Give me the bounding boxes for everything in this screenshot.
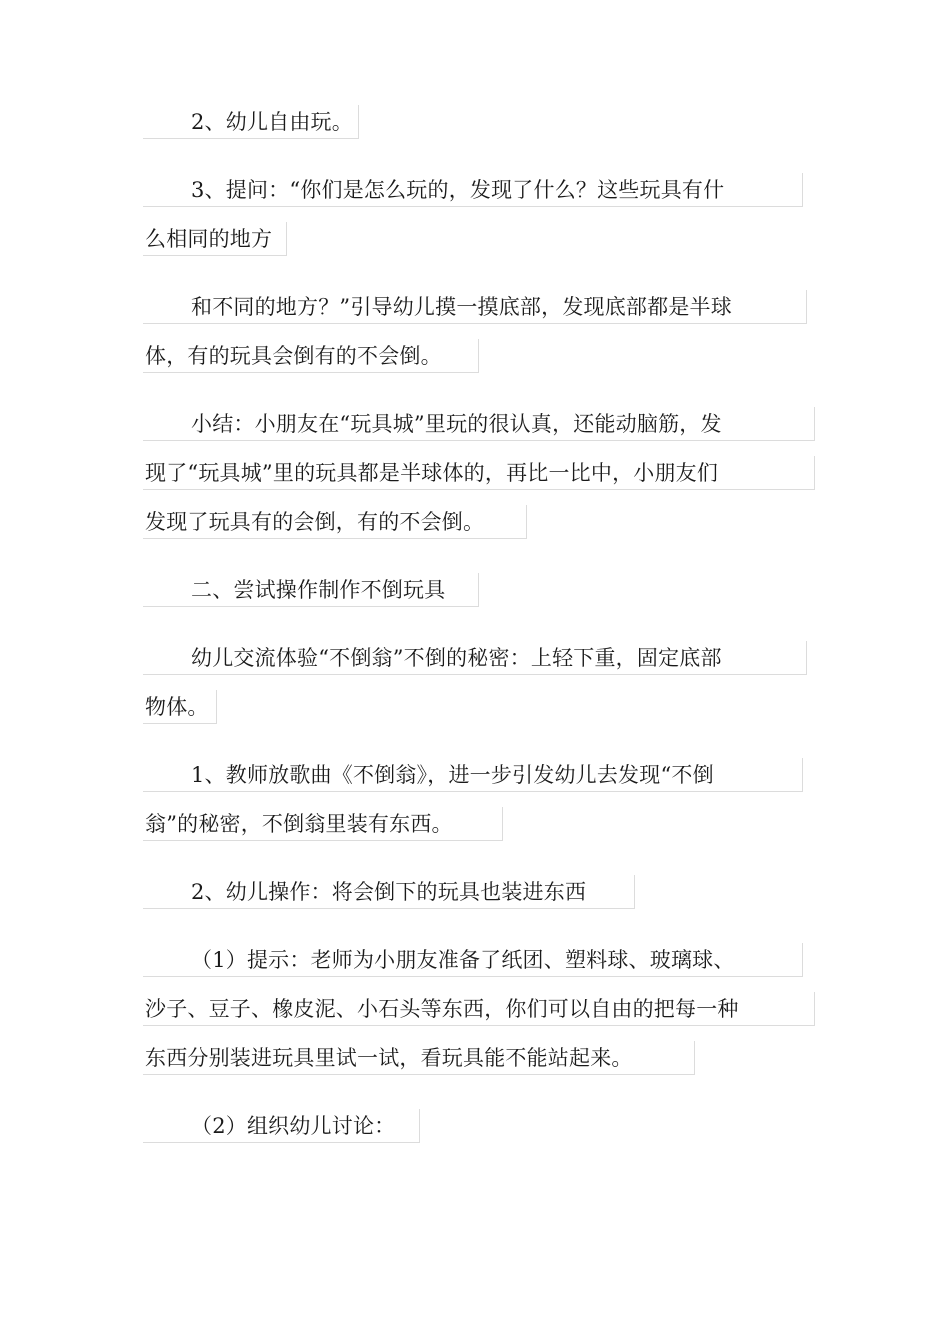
text-line: 沙子、豆子、橡皮泥、小石头等东西，你们可以自由的把每一种	[143, 992, 815, 1026]
text-line: 1、教师放歌曲《不倒翁》，进一步引发幼儿去发现“不倒	[143, 758, 803, 792]
text-line: 体，有的玩具会倒有的不会倒。	[143, 339, 479, 373]
text-line: 二、尝试操作制作不倒玩具	[143, 573, 479, 607]
text-line: 2、幼儿操作：将会倒下的玩具也装进东西	[143, 875, 635, 909]
text-line: （2）组织幼儿讨论：	[143, 1109, 420, 1143]
text-line: 2、幼儿自由玩。	[143, 105, 359, 139]
text-line: 3、提问：“你们是怎么玩的，发现了什么？这些玩具有什	[143, 173, 803, 207]
text-line: 小结：小朋友在“玩具城”里玩的很认真，还能动脑筋，发	[143, 407, 815, 441]
text-line: 幼儿交流体验“不倒翁”不倒的秘密：上轻下重，固定底部	[143, 641, 807, 675]
text-line: 么相同的地方	[143, 222, 287, 256]
text-line: （1）提示：老师为小朋友准备了纸团、塑料球、玻璃球、	[143, 943, 803, 977]
text-line: 翁”的秘密，不倒翁里装有东西。	[143, 807, 503, 841]
text-line: 和不同的地方？”引导幼儿摸一摸底部，发现底部都是半球	[143, 290, 807, 324]
text-line: 发现了玩具有的会倒，有的不会倒。	[143, 505, 527, 539]
text-line: 现了“玩具城”里的玩具都是半球体的，再比一比中，小朋友们	[143, 456, 815, 490]
text-line: 物体。	[143, 690, 217, 724]
text-line: 东西分别装进玩具里试一试，看玩具能不能站起来。	[143, 1041, 695, 1075]
